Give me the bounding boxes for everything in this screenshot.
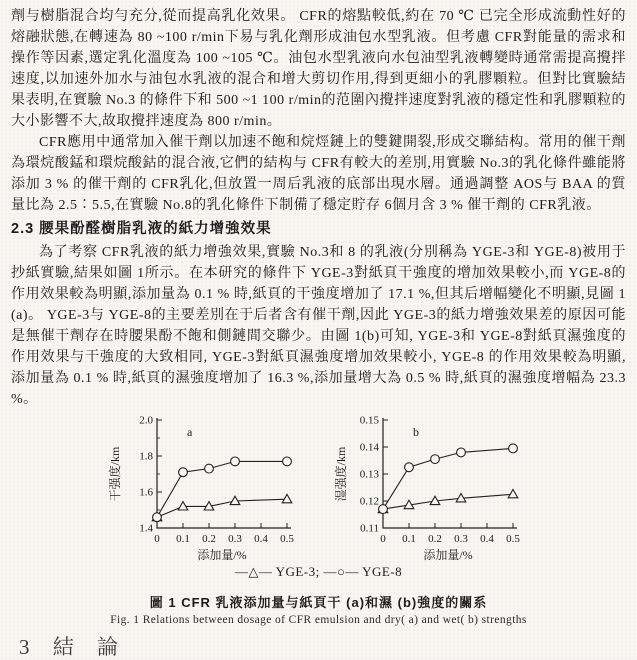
circle-marker	[153, 513, 162, 522]
x-tick-label: 0.5	[506, 533, 520, 545]
series-line	[157, 499, 287, 517]
y-axis-title: 干强度/km	[108, 446, 122, 502]
x-tick-label: 0.1	[176, 533, 190, 545]
series-YGE-3	[378, 489, 518, 512]
y-tick-label: 2.0	[139, 414, 153, 427]
paragraph-emulsification: 劑与樹脂混合均勻充分,從而提高乳化效果。 CFR的熔點較低,約在 70 ℃ 已完全形成流動性好的熔融狀態,在轉速為 80 ~100 r/min下易与乳化劑形成油包水型乳液。但考慮 CFR對能量的需求和操作等因素,選定乳化溫度為 100 ~105 ℃。油包水型乳液向水包油型乳液轉變時通常需提高攪拌速度,以加速外加水与油包水乳液的混合和增大剪切作用,得到更細小的乳膠顆粒。但對比實驗結果表明,在實驗 No.3 的條件下和 500 ~1 100 r/min的范圍內攪拌速度對乳液的穩定性和乳膠顆粒的大小影響不大,故取攪拌速度為 800 r/min。	[11, 9, 627, 129]
y-tick-label: 1.6	[139, 486, 153, 499]
figure-caption-zh: 圖 1 CFR 乳液添加量与紙頁干 (a)和濕 (b)強度的關系	[149, 595, 488, 610]
x-tick-label: 0.3	[454, 533, 468, 545]
x-tick-label: 0	[380, 533, 386, 545]
figure-legend: —△— YGE-3; —○— YGE-8	[234, 564, 403, 579]
circle-marker	[205, 464, 214, 473]
circle-marker	[509, 444, 518, 453]
circle-marker	[179, 468, 188, 477]
section-3-heading: 3 結 論	[19, 635, 127, 659]
figure-caption-en: Fig. 1 Relations between dosage of CFR emulsion and dry( a) and wet( b) strengths	[110, 614, 527, 626]
axes	[383, 418, 517, 528]
x-tick-label: 0	[154, 533, 160, 545]
x-tick-label: 0.5	[280, 533, 294, 545]
x-tick-label: 0.2	[202, 533, 216, 545]
x-axis-title: 添加量/%	[423, 548, 473, 562]
wet-strength-chart	[333, 412, 568, 564]
y-tick-label: 0.11	[360, 522, 379, 535]
series-YGE-8	[379, 444, 518, 514]
x-tick-label: 0.1	[402, 533, 416, 545]
paragraph-drier: CFR應用中通常加入催干劑以加速不飽和烷烴鏈上的雙鍵開裂,形成交聯結构。常用的催干劑為環烷酸錳和環烷酸鈷的混合液,它們的結构与 CFR有較大的差別,用實驗 No.3的乳化條件雖能將添加 3 % 的催干劑的 CFR乳化,但放置一周后乳液的底部出現水層。通過調整 AOS与 BAA 的質量比為 2.5∶5.5,在實驗 No.8的乳化條件下制備了穩定貯存 6個月含 3 % 催干劑的 CFR乳液。	[11, 135, 626, 213]
y-tick-label: 0.14	[359, 441, 379, 454]
axes	[157, 418, 291, 528]
x-tick-label: 0.2	[428, 533, 442, 545]
series-line	[383, 494, 513, 509]
paragraph-strength-effect: 為了考察 CFR乳液的紙力增強效果,實驗 No.3和 8 的乳液(分別稱為 YGE-3和 YGE-8)被用于抄紙實驗,結果如圖 1所示。在本研究的條件下 YGE-3對紙頁干強度的增加效果較小,而 YGE-8的作用效果較為明顯,添加量為 0.1 % 時,紙頁的干強度增加了 17.1 %,但其后增幅變化不明顯,見圖 1 (a)。 YGE-3与 YGE-8的主要差別在于后者含有催干劑,因此 YGE-3的紙力增強效果差的原因可能是無催干劑存在時腰果酚不飽和側鏈間交聯少。由圖 1(b)可知, YGE-3和 YGE-8對紙頁濕強度的作用效果与干強度的大致相同, YGE-3對紙頁濕強度增加效果較小, YGE-8 的作用效果較為明顯,添加量為 0.1 % 時,紙頁的濕強度增加了 16.3 %,添加量增大為 0.5 % 時,紙頁的濕強度增幅為 23.3 %。	[11, 245, 626, 407]
triangle-marker	[508, 489, 518, 497]
y-tick-label: 0.12	[359, 495, 379, 508]
figure-1	[11, 412, 626, 592]
circle-marker	[379, 505, 388, 514]
triangle-marker	[178, 502, 188, 510]
x-axis-title: 添加量/%	[197, 548, 247, 562]
y-tick-label: 0.13	[359, 468, 379, 481]
panel-label: b	[413, 425, 419, 439]
x-tick-label: 0.3	[228, 533, 242, 545]
y-tick-label: 0.15	[359, 414, 379, 427]
series-YGE-8	[153, 457, 292, 522]
circle-marker	[405, 463, 414, 472]
dry-strength-chart	[107, 412, 342, 564]
x-tick-label: 0.4	[254, 533, 268, 545]
y-axis-title: 湿强度/km	[334, 446, 348, 502]
triangle-marker	[282, 494, 292, 502]
section-2-3-heading: 2.3 腰果酚醛樹脂乳液的紙力增強效果	[11, 221, 272, 237]
x-tick-label: 0.4	[480, 533, 494, 545]
series-YGE-3	[152, 494, 292, 520]
y-tick-label: 1.4	[139, 522, 153, 535]
circle-marker	[457, 448, 466, 457]
circle-marker	[231, 457, 240, 466]
circle-marker	[283, 457, 292, 466]
circle-marker	[431, 455, 440, 464]
panel-label: a	[187, 425, 193, 439]
y-tick-label: 1.8	[139, 450, 153, 463]
